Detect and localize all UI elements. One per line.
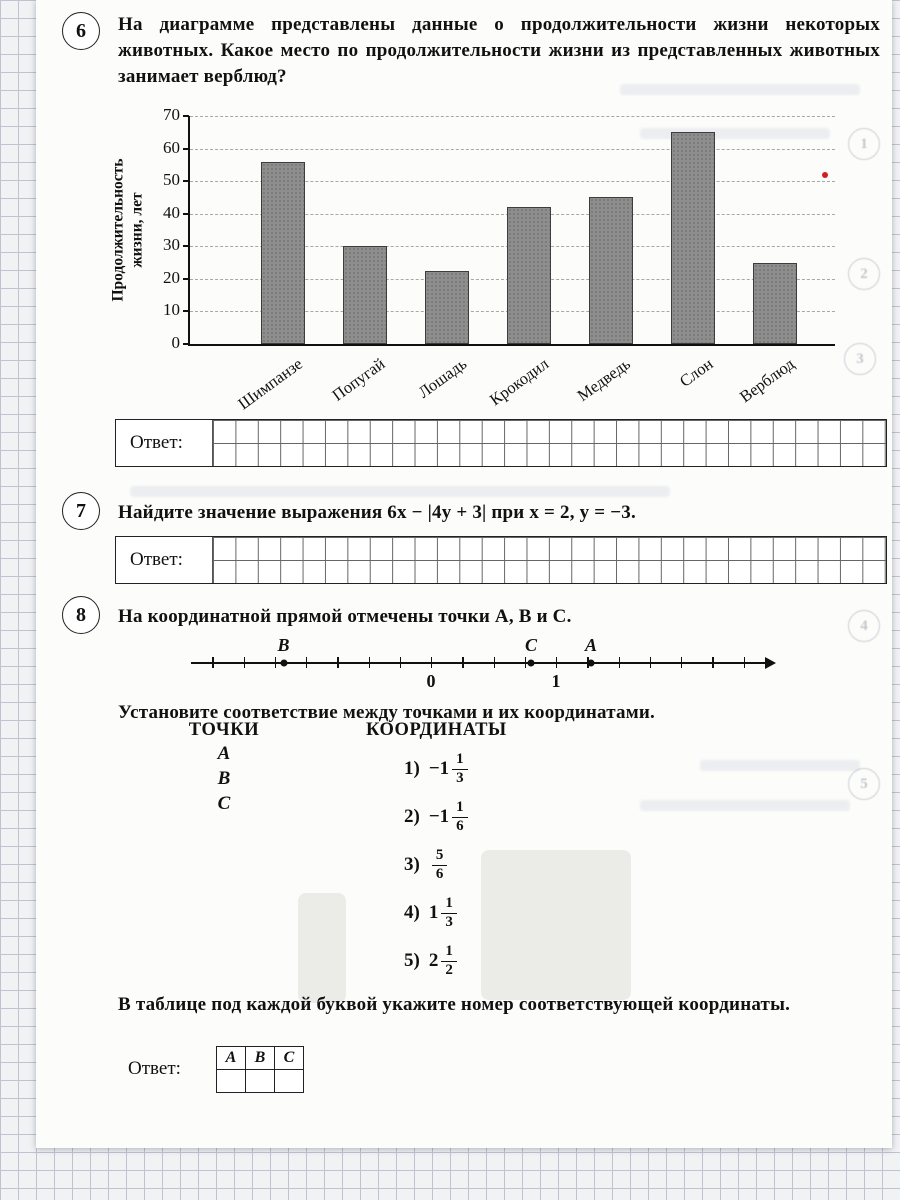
x-axis-category-label: Крокодил: [486, 354, 553, 410]
coordinate-option: [404, 797, 606, 837]
ghost-number: 1: [860, 135, 868, 152]
x-axis-category-label: Попугай: [328, 354, 389, 405]
coordinates-column: [366, 720, 606, 981]
showthrough-text: [130, 486, 670, 497]
x-axis-category-label: Медведь: [573, 354, 635, 406]
showthrough-text: [640, 800, 850, 811]
denominator: 3: [456, 769, 464, 786]
y-axis-label-line1: Продолжительность: [109, 158, 127, 302]
problem-7-number: [62, 492, 100, 530]
option-number: 5): [404, 950, 420, 971]
option-number: 1): [404, 758, 420, 779]
x-axis-category-label: Слон: [675, 354, 717, 391]
point-label: A: [217, 743, 231, 764]
number-line-arrow: [765, 657, 776, 669]
ghost-number: 2: [860, 265, 868, 282]
whole-part: 2: [428, 950, 439, 971]
denominator: 6: [435, 865, 444, 882]
fraction: [452, 751, 468, 787]
whole-part: 1: [428, 902, 439, 923]
problem-8-intro: На координатной прямой отмечены точки A, B и C.: [118, 606, 572, 627]
watermark-box: [298, 893, 346, 1003]
points-list: [164, 741, 284, 816]
problem-7-text: Найдите значение выражения 6x − |4y + 3| при x = 2, y = −3.: [118, 502, 636, 523]
denominator: 6: [456, 817, 464, 834]
number-line: [191, 635, 791, 698]
points-column: [164, 720, 284, 816]
point-label-B: B: [277, 635, 290, 655]
answer-cell-C[interactable]: [275, 1070, 304, 1093]
bar-Верблюд: [753, 263, 797, 344]
option-number: 4): [404, 902, 420, 923]
y-axis-label-line2: жизни, лет: [129, 192, 146, 268]
coordinate-option: [404, 749, 606, 789]
coordinate-option: [404, 845, 606, 885]
option-number: 3): [404, 854, 420, 875]
answer-grid-cells[interactable]: [212, 537, 886, 583]
answer-label: Ответ:: [130, 432, 183, 453]
answer-box-problem-7: [115, 536, 887, 584]
ghost-number: 3: [856, 350, 864, 367]
axis-number-label: 0: [426, 671, 436, 691]
problem-number-label: 6: [76, 19, 86, 42]
fraction: [432, 847, 448, 883]
denominator: 3: [445, 913, 453, 930]
answer-column-header: A: [217, 1047, 246, 1070]
problem-6-text: На диаграмме представлены данные о продолжительности жизни некоторых животных. Какое место по продолжительности жизни из представленных животных занимает верблюд?: [118, 14, 880, 88]
answer-label: Ответ:: [130, 549, 183, 570]
point-label-C: C: [524, 635, 538, 655]
x-axis-category-label: Шимпанзе: [234, 354, 307, 414]
coordinates-list: [366, 749, 606, 981]
bar-Лошадь: [425, 271, 469, 344]
showthrough-problem-circle: [848, 128, 880, 160]
answer-table-input-row: [217, 1070, 304, 1093]
bar-chart-plot: Продолжительность жизни, лет 0 10 20 30 40 50 60 70 Шимпанзе Попугай Лошадь Крокодил Медведь Слон Верблюд: [188, 116, 835, 346]
bar-Медведь: [589, 197, 633, 344]
problem-number-label: 7: [76, 499, 86, 522]
points-header: ТОЧКИ: [188, 720, 260, 740]
bar-Крокодил: [507, 207, 551, 344]
ghost-number: 5: [860, 775, 868, 792]
bar-Слон: [671, 132, 715, 344]
answer-table-header-row: [217, 1047, 304, 1070]
fraction: [452, 799, 468, 835]
x-axis-category-label: Лошадь: [414, 354, 471, 402]
table-instruction: В таблице под каждой буквой укажите номер соответствующей координаты.: [118, 994, 791, 1015]
answer-cell-A[interactable]: [217, 1070, 246, 1093]
match-instruction: Установите соответствие между точками и их координатами.: [118, 702, 655, 723]
point-label: C: [217, 793, 231, 814]
answer-column-header: C: [275, 1047, 304, 1070]
showthrough-problem-circle: [848, 768, 880, 800]
fraction: [441, 895, 457, 931]
answer-cell-B[interactable]: [246, 1070, 275, 1093]
numerator: 1: [452, 799, 468, 817]
worksheet-page: [36, 0, 892, 1148]
numerator: 1: [441, 943, 457, 961]
answer-box-problem-6: [115, 419, 887, 467]
point-label: B: [217, 768, 231, 789]
fraction: [441, 943, 457, 979]
option-number: 2): [404, 806, 420, 827]
coordinate-option: [404, 941, 606, 981]
problem-number-label: 8: [76, 603, 86, 626]
x-axis-category-label: Верблюд: [736, 354, 799, 407]
point-label-A: A: [584, 635, 598, 655]
whole-part: −1: [428, 806, 450, 827]
point-dot-A: [588, 660, 595, 667]
ghost-number: 4: [860, 617, 868, 634]
showthrough-text: [700, 760, 860, 771]
numerator: 5: [432, 847, 448, 865]
coordinate-option: [404, 893, 606, 933]
numerator: 1: [441, 895, 457, 913]
bar-Шимпанзе: [261, 162, 305, 344]
coordinates-header: КООРДИНАТЫ: [366, 720, 507, 740]
denominator: 2: [445, 961, 453, 978]
answer-column-header: B: [246, 1047, 275, 1070]
point-dot-B: [280, 660, 287, 667]
problem-6-number: [62, 12, 100, 50]
bar-Попугай: [343, 246, 387, 344]
answer-grid-cells[interactable]: [212, 420, 886, 466]
answer-table-problem-8: [216, 1046, 304, 1093]
point-dot-C: [528, 660, 535, 667]
answer-label: Ответ:: [128, 1058, 181, 1079]
axis-number-label: 1: [551, 671, 561, 691]
whole-part: −1: [428, 758, 450, 779]
showthrough-problem-circle: [848, 258, 880, 290]
showthrough-problem-circle: [844, 343, 876, 375]
numerator: 1: [452, 751, 468, 769]
problem-8-number: [62, 596, 100, 634]
